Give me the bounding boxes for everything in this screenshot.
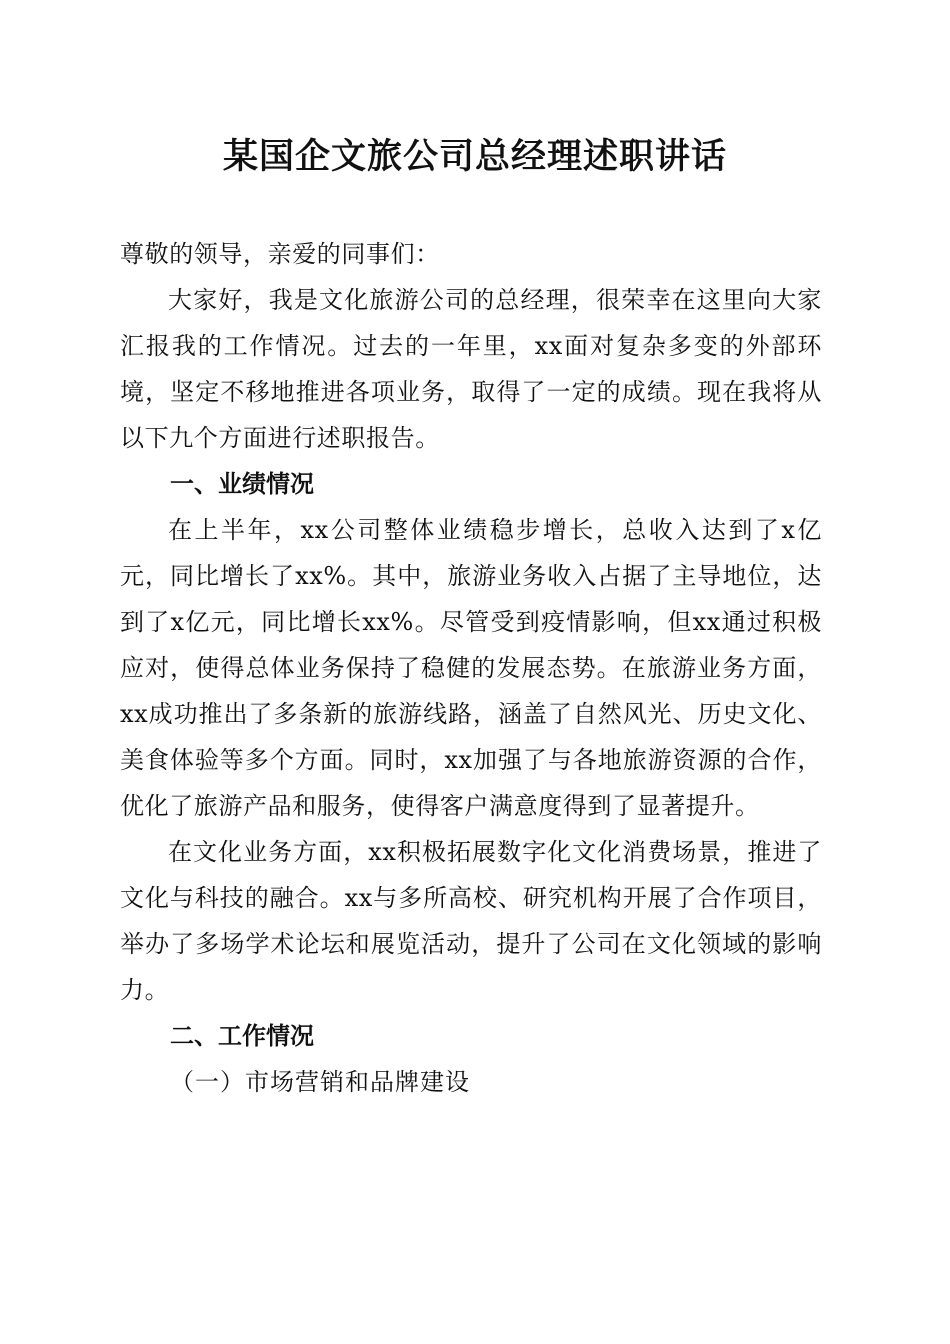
performance-paragraph-1: 在上半年，xx公司整体业绩稳步增长，总收入达到了x亿元，同比增长了xx%。其中，旅游业务收入占据了主导地位，达到了x亿元，同比增长xx%。尽管受到疫情影响，但xx通过积极应对，使得总体业务保持了稳健的发展态势。在旅游业务方面，xx成功推出了多条新的旅游线路，涵盖了自然风光、历史文化、美食体验等多个方面。同时，xx加强了与各地旅游资源的合作，优化了旅游产品和服务，使得客户满意度得到了显著提升。: [120, 516, 822, 820]
intro-paragraph: 大家好，我是文化旅游公司的总经理，很荣幸在这里向大家汇报我的工作情况。过去的一年里，xx面对复杂多变的外部环境，坚定不移地推进各项业务，取得了一定的成绩。现在我将从以下九个方面进行述职报告。: [120, 286, 822, 452]
salutation: 尊敬的领导，亲爱的同事们：: [120, 240, 440, 268]
performance-paragraph-2: 在文化业务方面，xx积极拓展数字化文化消费场景，推进了文化与科技的融合。xx与多所高校、研究机构开展了合作项目，举办了多场学术论坛和展览活动，提升了公司在文化领域的影响力。: [120, 838, 822, 1004]
document-body: [120, 231, 822, 1105]
document-title: 某国企文旅公司总经理述职讲话: [222, 136, 727, 177]
subsection-heading-marketing: （一）市场营销和品牌建设: [170, 1068, 470, 1096]
section-heading-performance: 一、业绩情况: [170, 469, 314, 498]
section-heading-work: 二、工作情况: [170, 1021, 314, 1050]
